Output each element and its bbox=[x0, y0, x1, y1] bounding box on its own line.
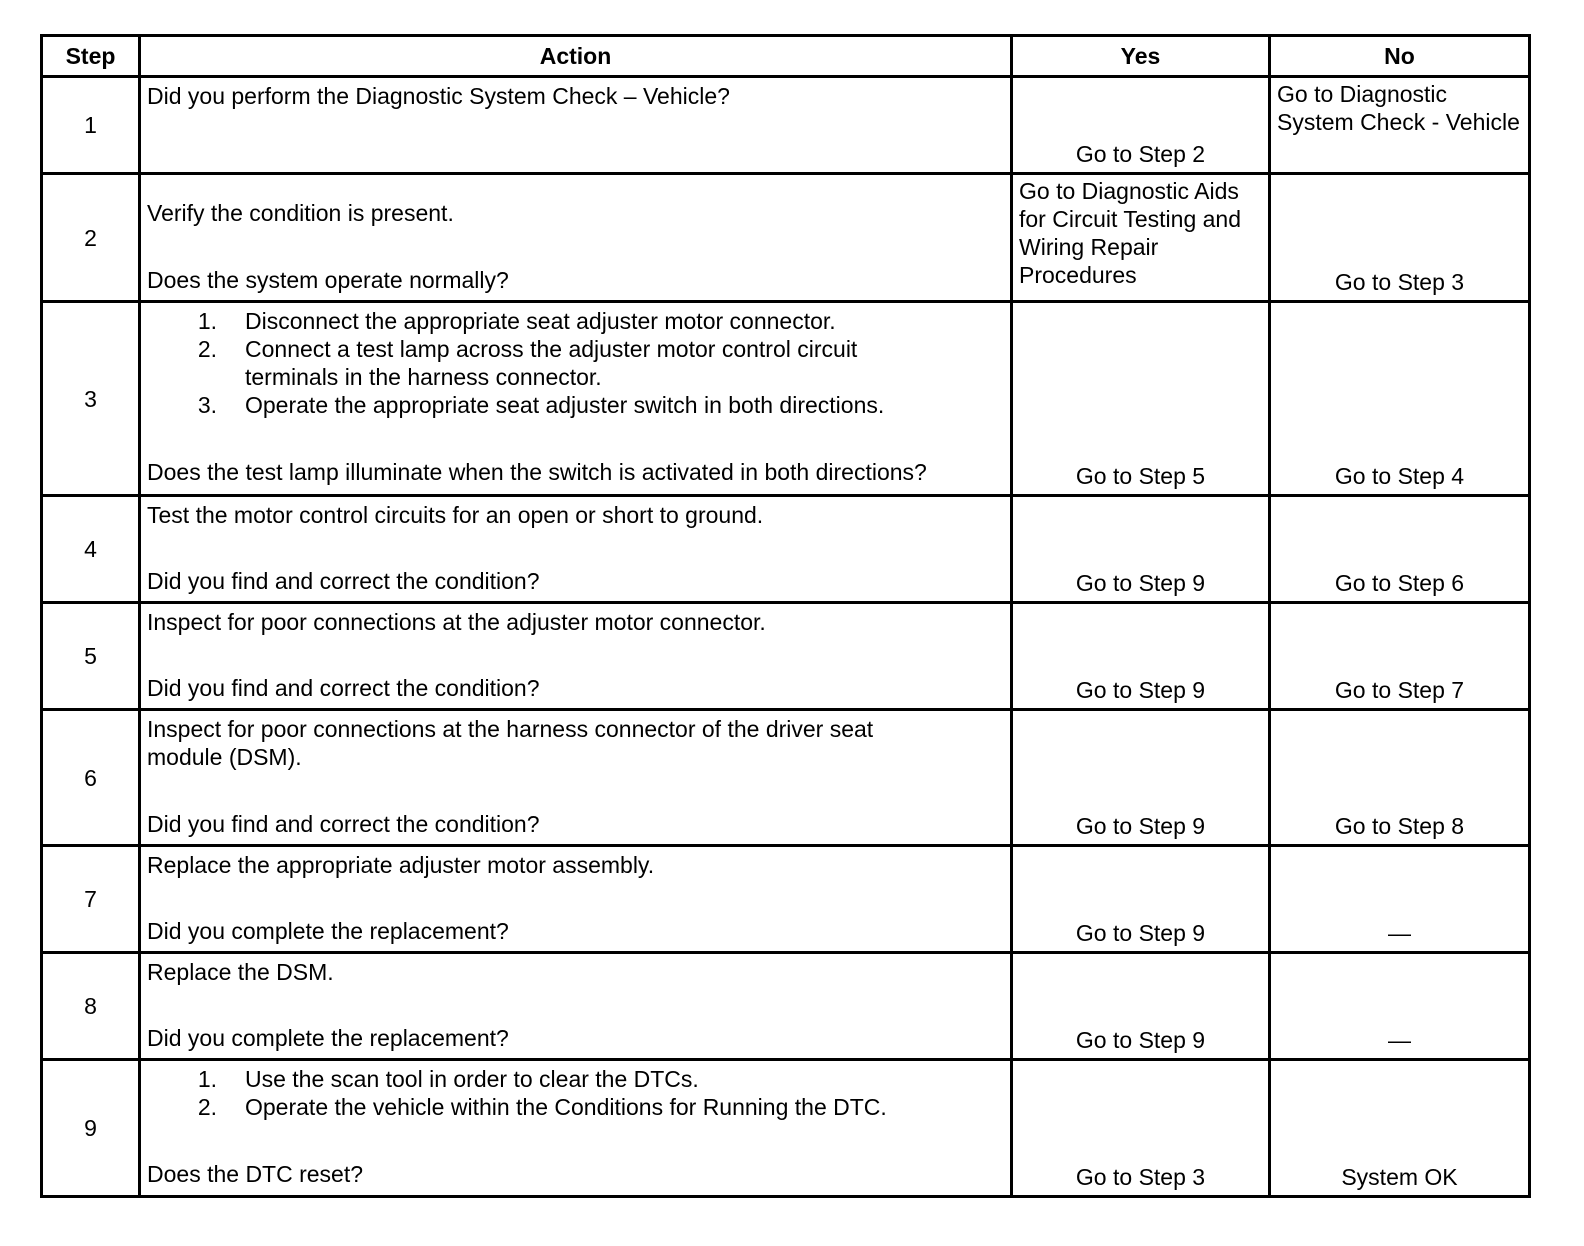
action-question: Did you find and correct the condition? bbox=[147, 675, 540, 701]
list-text: Use the scan tool in order to clear the DTCs. bbox=[245, 1066, 699, 1092]
header-action: Action bbox=[140, 36, 1012, 77]
step-number: 8 bbox=[42, 953, 140, 1060]
step-number: 6 bbox=[42, 710, 140, 846]
yes-cell: Go to Step 9 bbox=[1012, 603, 1270, 710]
list-item bbox=[147, 391, 1004, 419]
action-text: Inspect for poor connections at the harness connector of the driver seat module (DSM). bbox=[147, 716, 874, 770]
no-cell: — bbox=[1270, 953, 1530, 1060]
yes-cell: Go to Step 5 bbox=[1012, 302, 1270, 496]
diagnostic-table bbox=[40, 34, 1531, 1198]
action-cell bbox=[140, 174, 1012, 302]
action-question: Did you complete the replacement? bbox=[147, 1025, 509, 1051]
action-text: Replace the DSM. bbox=[147, 959, 334, 985]
yes-cell: Go to Step 9 bbox=[1012, 496, 1270, 603]
action-text: Inspect for poor connections at the adjuster motor connector. bbox=[147, 609, 766, 635]
table-row bbox=[42, 496, 1530, 603]
list-text: Operate the vehicle within the Conditions for Running the DTC. bbox=[245, 1094, 887, 1120]
step-number: 4 bbox=[42, 496, 140, 603]
header-step: Step bbox=[42, 36, 140, 77]
step-number: 1 bbox=[42, 77, 140, 174]
table-row bbox=[42, 846, 1530, 953]
list-number: 2. bbox=[197, 336, 217, 362]
table-row bbox=[42, 1060, 1530, 1197]
table-row bbox=[42, 710, 1530, 846]
action-text: Test the motor control circuits for an open or short to ground. bbox=[147, 502, 764, 528]
yes-cell: Go to Step 9 bbox=[1012, 953, 1270, 1060]
header-row bbox=[42, 36, 1530, 77]
list-item bbox=[147, 1065, 1004, 1093]
yes-cell: Go to Step 2 bbox=[1012, 77, 1270, 174]
step-number: 2 bbox=[42, 174, 140, 302]
action-question: Does the DTC reset? bbox=[147, 1161, 364, 1187]
no-cell: Go to Step 8 bbox=[1270, 710, 1530, 846]
action-cell bbox=[140, 603, 1012, 710]
action-cell bbox=[140, 846, 1012, 953]
no-cell: — bbox=[1270, 846, 1530, 953]
action-cell bbox=[140, 710, 1012, 846]
action-question: Did you complete the replacement? bbox=[147, 918, 509, 944]
list-item bbox=[147, 307, 1004, 335]
table-row bbox=[42, 302, 1530, 496]
list-number: 1. bbox=[197, 308, 217, 334]
no-cell: Go to Diagnostic System Check - Vehicle bbox=[1270, 77, 1530, 174]
list-number: 1. bbox=[197, 1066, 217, 1092]
no-cell: Go to Step 3 bbox=[1270, 174, 1530, 302]
step-number: 5 bbox=[42, 603, 140, 710]
no-cell: Go to Step 6 bbox=[1270, 496, 1530, 603]
yes-cell: Go to Step 9 bbox=[1012, 846, 1270, 953]
action-question: Does the system operate normally? bbox=[147, 267, 509, 293]
instruction-list bbox=[147, 1065, 1004, 1121]
yes-cell: Go to Step 3 bbox=[1012, 1060, 1270, 1197]
no-cell: System OK bbox=[1270, 1060, 1530, 1197]
step-number: 3 bbox=[42, 302, 140, 496]
action-cell bbox=[140, 496, 1012, 603]
list-text: Disconnect the appropriate seat adjuster motor connector. bbox=[245, 308, 836, 334]
no-cell: Go to Step 4 bbox=[1270, 302, 1530, 496]
table-row bbox=[42, 77, 1530, 174]
list-text: Connect a test lamp across the adjuster motor control circuit terminals in the harness connector. bbox=[245, 336, 858, 390]
instruction-list bbox=[147, 307, 1004, 419]
list-item bbox=[147, 335, 1004, 391]
action-cell bbox=[140, 77, 1012, 174]
yes-cell: Go to Diagnostic Aids for Circuit Testing and Wiring Repair Procedures bbox=[1012, 174, 1270, 302]
action-text: Did you perform the Diagnostic System Check – Vehicle? bbox=[147, 83, 730, 109]
header-yes: Yes bbox=[1012, 36, 1270, 77]
list-number: 3. bbox=[197, 392, 217, 418]
action-cell bbox=[140, 953, 1012, 1060]
step-number: 9 bbox=[42, 1060, 140, 1197]
action-cell bbox=[140, 302, 1012, 496]
step-number: 7 bbox=[42, 846, 140, 953]
action-question: Did you find and correct the condition? bbox=[147, 568, 540, 594]
no-cell: Go to Step 7 bbox=[1270, 603, 1530, 710]
list-number: 2. bbox=[197, 1094, 217, 1120]
table-row bbox=[42, 953, 1530, 1060]
list-item bbox=[147, 1093, 1004, 1121]
action-cell bbox=[140, 1060, 1012, 1197]
yes-cell: Go to Step 9 bbox=[1012, 710, 1270, 846]
table-row bbox=[42, 603, 1530, 710]
list-text: Operate the appropriate seat adjuster switch in both directions. bbox=[245, 392, 885, 418]
action-question: Does the test lamp illuminate when the switch is activated in both directions? bbox=[147, 459, 927, 485]
action-text: Verify the condition is present. bbox=[147, 200, 454, 226]
header-no: No bbox=[1270, 36, 1530, 77]
action-question: Did you find and correct the condition? bbox=[147, 811, 540, 837]
action-text: Replace the appropriate adjuster motor assembly. bbox=[147, 852, 655, 878]
table-row bbox=[42, 174, 1530, 302]
